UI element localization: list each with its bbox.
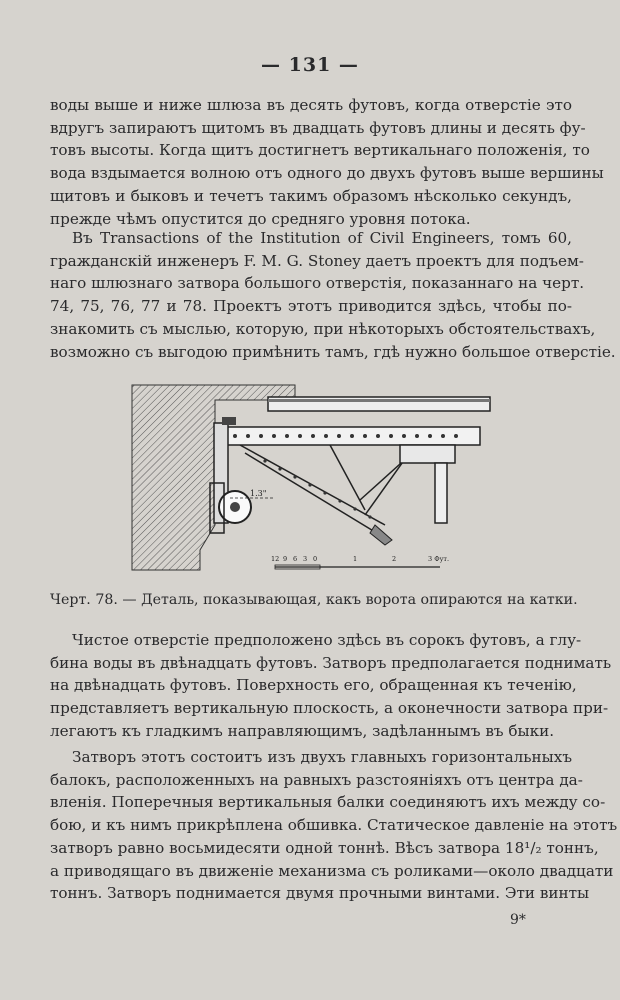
- post-cap: [222, 417, 236, 425]
- scale-tick-label: 3 Фут.: [428, 555, 450, 563]
- brace-rivets: [263, 459, 371, 518]
- text-line: Затворъ этотъ состоитъ изъ двухъ главныхъ горизонтальныхъ: [72, 748, 572, 766]
- text-line: тоннъ. Затворъ поднимается двумя прочными винтами. Эти винты: [50, 884, 590, 903]
- text-line: прежде чѣмъ опустится до средняго уровня потока.: [50, 209, 471, 228]
- text-line: наго шлюзнаго затвора большого отверстія, показаннаго на черт.: [50, 274, 585, 293]
- scale-tick-label: 3: [303, 555, 308, 563]
- text-line: балокъ, расположенныхъ на равныхъ разстояніяхъ отъ центра да-: [50, 770, 583, 789]
- text-line: возможно съ выгодою примѣнить тамъ, гдѣ нужно большое отверстіе.: [50, 342, 616, 361]
- paragraph-2: [50, 227, 616, 363]
- scale-tick-label: 0: [313, 555, 318, 563]
- right-hanger: [435, 463, 447, 523]
- figure-78-gate-detail: [130, 375, 500, 580]
- text-line: а приводящаго въ движеніе механизма съ роликами—около двадцати: [50, 861, 614, 880]
- brace-end: [370, 525, 392, 545]
- text-line: вленія. Поперечныя вертикальныя балки соединяютъ ихъ между со-: [50, 793, 606, 812]
- text-line: бою, и къ нимъ прикрѣплена обшивка. Статическое давленіе на этотъ: [50, 816, 618, 835]
- text-line: гражданскій инженеръ F. M. G. Stoney даетъ проектъ для подъем-: [50, 251, 584, 270]
- text-line: представляетъ вертикальную плоскость, а оконечности затвора при-: [50, 699, 609, 718]
- paragraph-1: [50, 94, 604, 230]
- printer-signature: 9*: [510, 912, 526, 928]
- text-line: воды выше и ниже шлюза въ десять футовъ, когда отверстіе это: [50, 96, 572, 114]
- figure-caption: Черт. 78. — Деталь, показывающая, какъ ворота опираются на катки.: [50, 592, 578, 608]
- text-line: Чистое отверстіе предположено здѣсь въ сорокъ футовъ, а глу-: [72, 631, 582, 649]
- scale-tick-label: 2: [392, 555, 397, 563]
- text-line: щитовъ и быковъ и течетъ такимъ образомъ нѣсколько секундъ,: [50, 186, 572, 205]
- scale-tick-label: 1: [353, 555, 358, 563]
- text-line: затворъ равно восьмидесяти одной тоннѣ. Вѣсъ затвора 18¹/₂ тоннъ,: [50, 838, 599, 857]
- text-line: на двѣнадцать футовъ. Поверхность его, обращенная къ теченію,: [50, 676, 577, 695]
- text-line: товъ высоты. Когда щитъ достигнетъ вертикальнаго положенія, то: [50, 141, 590, 160]
- roller-axle: [230, 502, 240, 512]
- gate-detail-drawing: [130, 375, 500, 580]
- top-beam-flange: [268, 399, 490, 402]
- text-line: Въ Transactions of the Institution of Civil Engineers, томъ 60,: [72, 229, 572, 247]
- text-line: бина воды въ двѣнадцать футовъ. Затворъ предполагается поднимать: [50, 653, 612, 672]
- text-line: вода вздымается волною отъ одного до двухъ футовъ выше вершины: [50, 164, 604, 183]
- scale-tick-label: 6: [293, 555, 298, 563]
- text-line: легаютъ къ гладкимъ направляющимъ, задѣланнымъ въ быки.: [50, 721, 555, 740]
- page-number: — 131 —: [261, 54, 359, 76]
- scale-bar: [271, 555, 449, 569]
- text-line: знакомить съ мыслью, которую, при нѣкоторыхъ обстоятельствахъ,: [50, 319, 596, 338]
- paragraph-3: [50, 629, 612, 743]
- scale-tick-label: 12: [271, 555, 280, 563]
- dimension-label: 1.3": [250, 489, 267, 498]
- right-bracket: [400, 445, 455, 463]
- text-line: вдругъ запираютъ щитомъ въ двадцать футовъ длины и десять фу-: [50, 118, 586, 137]
- scale-tick-label: 9: [283, 555, 288, 563]
- paragraph-4: [50, 746, 618, 905]
- text-line: 74, 75, 76, 77 и 78. Проектъ этотъ приводится здѣсь, чтобы по-: [50, 297, 572, 316]
